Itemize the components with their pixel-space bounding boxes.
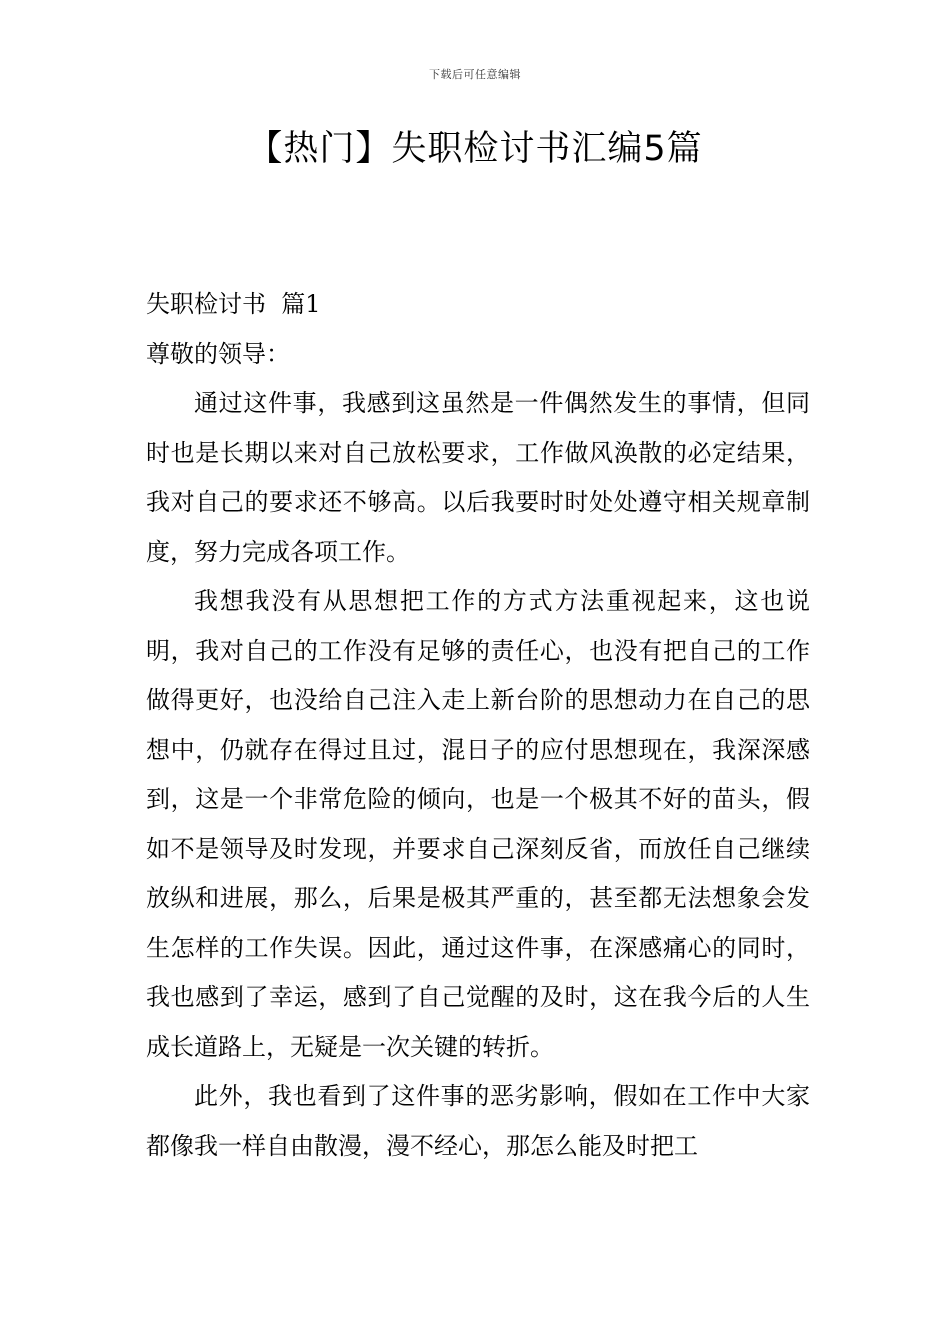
salutation: 尊敬的领导： bbox=[146, 339, 290, 368]
section-heading: 失职检讨书 篇1 bbox=[146, 290, 321, 318]
document-title: 【热门】失职检讨书汇编5篇 bbox=[247, 129, 703, 169]
paragraph: 我想我没有从思想把工作的方式方法重视起来，这也说明，我对自己的工作没有足够的责任心，也没有把自己的工作做得更好，也没给自己注入走上新台阶的思想动力在自己的思想中，仍就存在得过且过，混日子的应付思想现在，我深深感到，这是一个非常危险的倾向，也是一个极其不好的苗头，假如不是领导及时发现，并要求自己深刻反省，而放任自己继续放纵和进展，那么，后果是极其严重的，甚至都无法想象会发生怎样的工作失误。因此，通过这件事，在深感痛心的同时，我也感到了幸运，感到了自己觉醒的及时，这在我今后的人生成长道路上，无疑是一次关键的转折。 bbox=[146, 587, 810, 1061]
header-note: 下载后可任意编辑 bbox=[429, 68, 521, 81]
paragraph: 通过这件事，我感到这虽然是一件偶然发生的事情，但同时也是长期以来对自己放松要求，工作做风涣散的必定结果，我对自己的要求还不够高。以后我要时时处处遵守相关规章制度，努力完成各项工作。 bbox=[146, 389, 810, 566]
document-body bbox=[146, 280, 810, 1171]
paragraph: 此外，我也看到了这件事的恶劣影响，假如在工作中大家都像我一样自由散漫，漫不经心，那怎么能及时把工 bbox=[146, 1082, 810, 1160]
